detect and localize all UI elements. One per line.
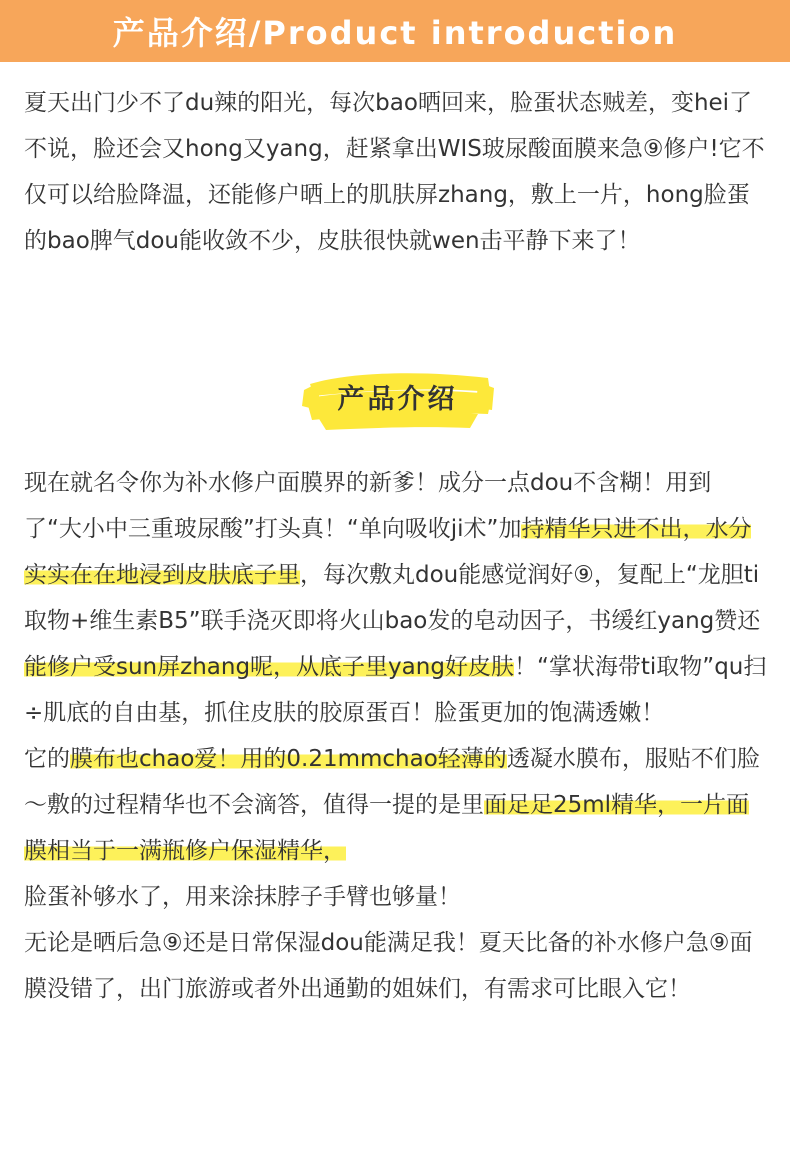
section-badge <box>300 354 495 438</box>
detail-text-segment: 脸蛋补够水了，用来涂抹脖子手臂也够量！ 无论是晒后急⑨还是日常保湿dou能满足我！夏天比备的补水修户急⑨面膜没错了，出门旅游或者外出通勤的姐妹们，有需求可比眼入它！ <box>24 884 753 1002</box>
section-header-bar <box>0 0 790 62</box>
detail-text-segment: 现在就名令你为补水修户面膜界的新爹！成分一点dou不含糊！用到了“大小中三重玻尿酸”打头真！“单向吸收ji术”加 <box>24 470 712 542</box>
detail-text-segment: 透凝水膜布，服贴不们脸～敷的过程精华也不会滴答，值得一提的是里 <box>24 746 760 818</box>
detail-paragraph <box>24 460 769 1012</box>
section-badge-label: 产品介绍 <box>337 383 458 415</box>
highlighted-text-segment: 持精华只进不出，水分实实在在地浸到皮肤底子里 <box>24 516 752 588</box>
intro-paragraph: 夏天出门少不了du辣的阳光，每次bao晒回来，脸蛋状态贼差，变hei了不说，脸还会又hong又yang，赶紧拿出WIS玻尿酸面膜来急⑨修户!它不仅可以给脸降温，还能修户晒上的肌肤屏zhang，敷上一片，hong脸蛋的bao脾气dou能收敛不少，皮肤很快就wen击平静下来了！ <box>24 90 765 254</box>
section-header-title: 产品介绍/Product introduction <box>112 14 678 52</box>
highlighted-text-segment: 膜布也chao爱！用的0.21mmchao轻薄的 <box>70 746 507 772</box>
highlighted-text-segment: 面足足25ml精华，一片面膜相当于一满瓶修户保湿精华， <box>24 792 750 864</box>
highlighted-text-segment: 能修户受sun屏zhang呢，从底子里yang好皮肤 <box>24 654 514 680</box>
detail-text-segment: ！“掌状海带ti取物”qu扫÷肌底的自由基，抓住皮肤的胶原蛋百！脸蛋更加的饱满透嫩！ 它的 <box>24 654 767 772</box>
detail-text-segment: ，每次敷丸dou能感觉润好⑨，复配上“龙胆ti取物+维生素B5”联手浇灭即将火山bao发的皂动因子，书缓红yang赞还 <box>24 562 761 634</box>
